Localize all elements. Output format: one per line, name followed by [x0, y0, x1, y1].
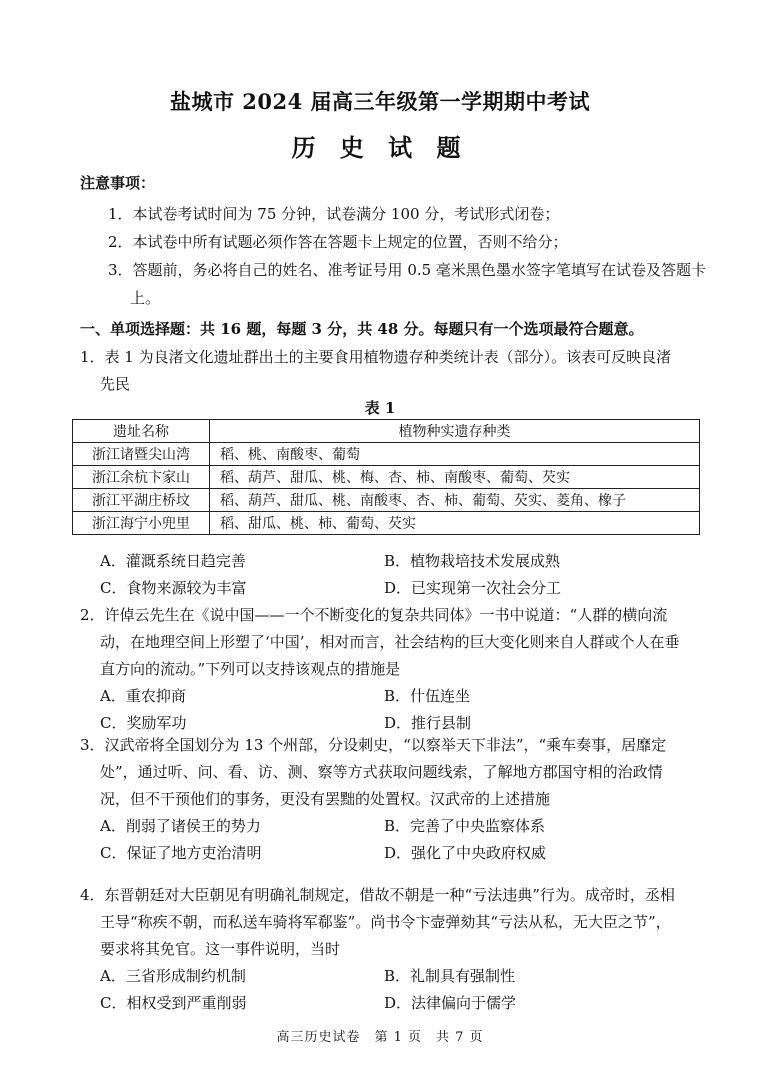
table-row [73, 489, 700, 512]
option-b: B．完善了中央监察体系 [384, 817, 546, 835]
options-grid [80, 813, 684, 867]
question-stem: 3．汉武帝将全国划分为 13 个州部，分设刺史，“以察举天下非法”，“乘车奏事，居靡定处”，通过听、问、看、访、测、察等方式获取问题线索，了解地方郡国守相的治政情况，但不干预他们的事务，更没有罢黜的处置权。汉武帝的上述措施 [80, 736, 667, 808]
option-a: A．三省形成制约机制 [100, 967, 246, 985]
table-cell-site: 浙江平湖庄桥坟 [73, 489, 210, 512]
option-c: C．保证了地方吏治清明 [100, 844, 262, 862]
question-4 [80, 882, 684, 1017]
table-cell-site: 浙江海宁小兜里 [73, 512, 210, 535]
question-stem: 1．表 1 为良渚文化遗址群出土的主要食用植物遗存种类统计表（部分）。该表可反映良渚先民 [80, 348, 672, 393]
table-cell-site: 浙江诸暨尖山湾 [73, 443, 210, 466]
option-b: B．植物栽培技术发展成熟 [384, 552, 561, 570]
table-header-cell: 植物种实遗存种类 [210, 420, 700, 443]
table-cell-plants: 稻、桃、南酸枣、葡萄 [210, 443, 700, 466]
question-3 [80, 732, 684, 867]
table-row [73, 466, 700, 489]
plant-remains-table [72, 419, 700, 535]
exam-title: 盐城市 2024 届高三年级第一学期期中考试 [169, 89, 591, 114]
question-stem: 2．许倬云先生在《说中国——一个不断变化的复杂共同体》一书中说道：“人群的横向流动，在地理空间上形塑了‘中国’，相对而言，社会结构的巨大变化则来自人群或个人在垂直方向的流动。”下列可以支持该观点的措施是 [80, 606, 680, 678]
option-b: B．什伍连坐 [384, 687, 471, 705]
table-caption: 表 1 [364, 399, 396, 417]
exam-subject: 历 史 试 题 [291, 133, 469, 162]
question-stem: 4．东晋朝廷对大臣朝见有明确礼制规定，借故不朝是一种“亏法违典”行为。成帝时，丞相王导“称疾不朝，而私送车骑将军郗鉴”。尚书令卞壸弹劾其“亏法从私，无大臣之节”，要求将其免官。这一事件说明，当时 [80, 886, 675, 958]
notice-list [108, 200, 708, 312]
question-1-options [80, 548, 684, 602]
table-header-row [73, 420, 700, 443]
option-c: C．食物来源较为丰富 [100, 579, 247, 597]
option-a: A．削弱了诸侯王的势力 [100, 817, 261, 835]
option-b: B．礼制具有强制性 [384, 967, 516, 985]
table-cell-site: 浙江余杭卞家山 [73, 466, 210, 489]
question-2 [80, 602, 684, 737]
notice-item: 1．本试卷考试时间为 75 分钟，试卷满分 100 分，考试形式闭卷； [108, 205, 560, 223]
option-c: C．相权受到严重削弱 [100, 994, 247, 1012]
section-heading: 一、单项选择题：共 16 题，每题 3 分，共 48 分。每题只有一个选项最符合题意。 [80, 320, 644, 338]
options-grid [80, 548, 684, 602]
table-cell-plants: 稻、葫芦、甜瓜、桃、南酸枣、杏、柿、葡萄、芡实、菱角、橡子 [210, 489, 700, 512]
page-footer: 高三历史试卷 第 1 页 共 7 页 [276, 1030, 484, 1045]
notice-item: 2．本试卷中所有试题必须作答在答题卡上规定的位置，否则不给分； [108, 233, 568, 251]
options-grid [80, 963, 684, 1017]
option-a: A．重农抑商 [100, 687, 186, 705]
table-cell-plants: 稻、葫芦、甜瓜、桃、梅、杏、柿、南酸枣、葡萄、芡实 [210, 466, 700, 489]
option-d: D．已实现第一次社会分工 [384, 579, 562, 597]
options-grid [80, 683, 684, 737]
notice-item: 3．答题前，务必将自己的姓名、准考证号用 0.5 毫米黑色墨水签字笔填写在试卷及答题卡上。 [108, 261, 706, 307]
option-d: D．推行县制 [384, 714, 472, 732]
notice-heading: 注意事项： [80, 174, 156, 192]
option-c: C．奖励军功 [100, 714, 187, 732]
option-d: D．法律偏向于儒学 [384, 994, 517, 1012]
option-a: A．灌溉系统日趋完善 [100, 552, 246, 570]
table-row [73, 512, 700, 535]
option-d: D．强化了中央政府权威 [384, 844, 547, 862]
question-1 [80, 344, 684, 398]
table-row [73, 443, 700, 466]
table-cell-plants: 稻、甜瓜、桃、柿、葡萄、芡实 [210, 512, 700, 535]
table-header-cell: 遗址名称 [73, 420, 210, 443]
